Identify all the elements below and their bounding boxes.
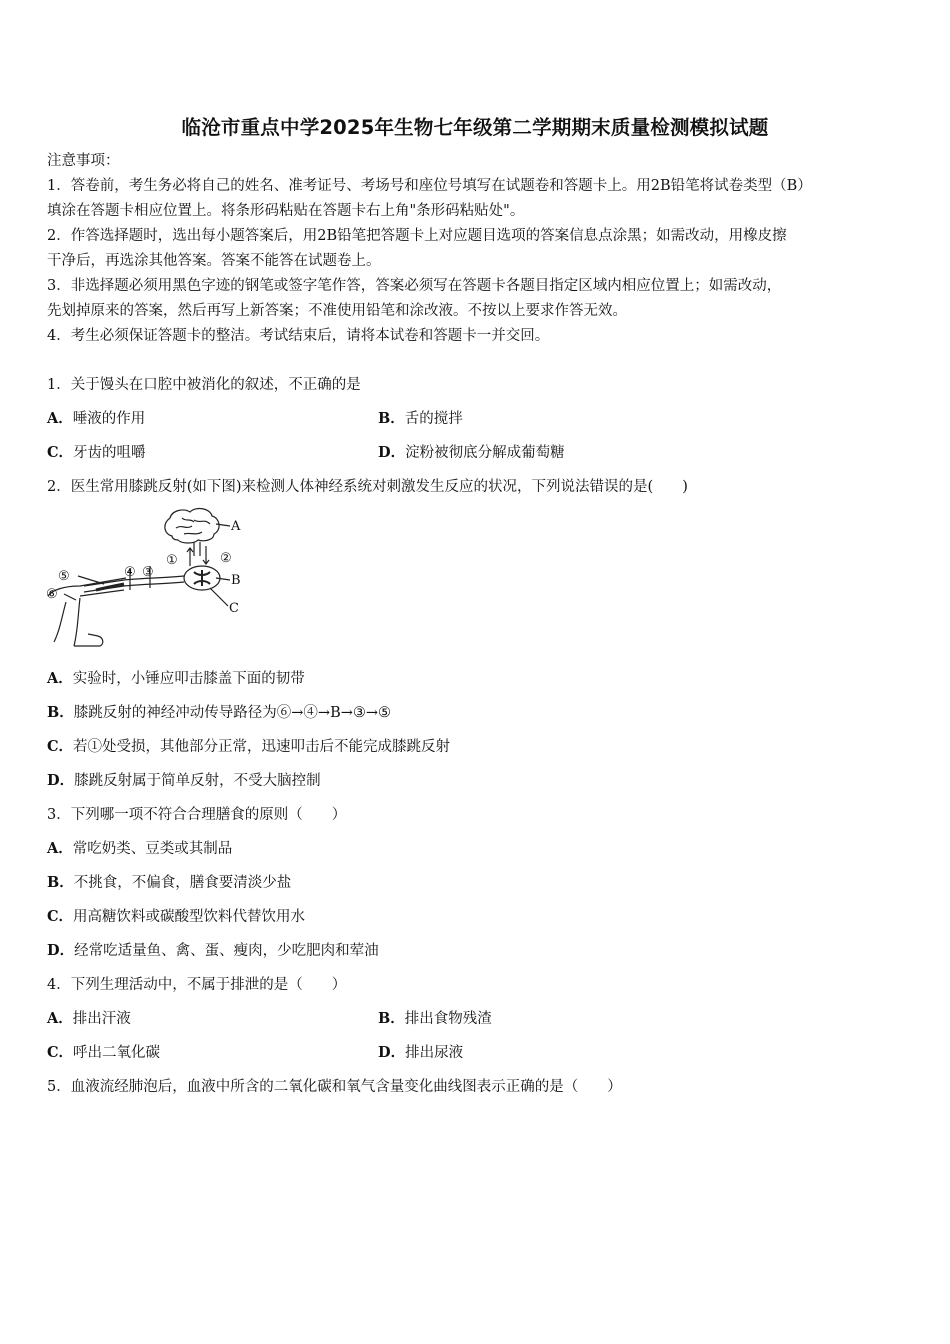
question-2-stem: 2．医生常用膝跳反射(如下图)来检测人体神经系统对刺激发生反应的状况，下列说法错误的是( ) bbox=[47, 479, 688, 495]
figure-label-4: ④ bbox=[124, 565, 136, 580]
q2-option-c bbox=[47, 737, 450, 757]
q4-option-d bbox=[378, 1043, 463, 1063]
pointer-line bbox=[216, 578, 230, 580]
option-text: 若①处受损，其他部分正常，迅速叩击后不能完成膝跳反射 bbox=[73, 739, 451, 755]
q4-option-b bbox=[378, 1009, 492, 1029]
option-key: D． bbox=[47, 772, 75, 789]
option-key: C． bbox=[47, 908, 74, 925]
option-key: D． bbox=[47, 942, 75, 959]
option-text: 舌的搅拌 bbox=[404, 411, 463, 427]
pointer-line bbox=[216, 524, 230, 526]
option-text: 牙齿的咀嚼 bbox=[73, 445, 146, 461]
q3-option-b bbox=[47, 873, 291, 893]
page-title: 临沧市重点中学2025年生物七年级第二学期期末质量检测模拟试题 bbox=[181, 116, 769, 139]
figure-label-a: A bbox=[231, 519, 241, 534]
q2-option-a bbox=[47, 669, 305, 689]
question-3-stem: 3．下列哪一项不符合合理膳食的原则（ ） bbox=[47, 807, 347, 823]
q1-option-b bbox=[378, 409, 463, 429]
option-key: B． bbox=[378, 410, 405, 427]
option-key: A． bbox=[47, 410, 73, 427]
brain-shape bbox=[165, 509, 219, 543]
knee-jerk-reflex-diagram bbox=[44, 506, 244, 652]
option-key: D． bbox=[378, 1044, 406, 1061]
notice-line: 1．答卷前，考生务必将自己的姓名、准考证号、考场号和座位号填写在试题卷和答题卡上。用2B铅笔将试卷类型（B） bbox=[47, 178, 812, 194]
brain-stem bbox=[194, 542, 200, 556]
notice-line: 2．作答选择题时，选出每小题答案后，用2B铅笔把答题卡上对应题目选项的答案信息点涂黑；如需改动，用橡皮擦 bbox=[47, 228, 787, 244]
pointer-line bbox=[64, 594, 76, 600]
option-key: B． bbox=[47, 874, 74, 891]
option-text: 常吃奶类、豆类或其制品 bbox=[72, 841, 233, 857]
option-key: A． bbox=[47, 1010, 73, 1027]
notice-line: 干净后，再选涂其他答案。答案不能答在试题卷上。 bbox=[47, 253, 381, 269]
option-text: 膝跳反射属于简单反射，不受大脑控制 bbox=[74, 773, 321, 789]
option-key: C． bbox=[47, 738, 74, 755]
ascending-arrow-icon bbox=[187, 548, 193, 566]
q2-option-b bbox=[47, 703, 391, 723]
question-1-stem: 1．关于馒头在口腔中被消化的叙述，不正确的是 bbox=[47, 377, 361, 393]
option-key: C． bbox=[47, 1044, 74, 1061]
option-key: D． bbox=[378, 444, 406, 461]
figure-label-6: ⑥ bbox=[46, 587, 58, 602]
option-key: C． bbox=[47, 444, 74, 461]
pointer-line bbox=[78, 576, 104, 584]
option-text: 呼出二氧化碳 bbox=[73, 1045, 161, 1061]
option-text: 用高糖饮料或碳酸型饮料代替饮用水 bbox=[73, 909, 306, 925]
figure-label-c: C bbox=[229, 601, 239, 616]
notice-line: 3．非选择题必须用黑色字迹的钢笔或签字笔作答，答案必须写在答题卡各题目指定区域内相应位置上；如需改动， bbox=[47, 278, 782, 294]
notice-heading: 注意事项： bbox=[47, 153, 120, 169]
option-key: A． bbox=[47, 670, 73, 687]
option-text: 排出汗液 bbox=[72, 1011, 131, 1027]
option-text: 排出食物残渣 bbox=[404, 1011, 492, 1027]
option-text: 不挑食，不偏食，膳食要清淡少盐 bbox=[73, 875, 292, 891]
figure-label-2: ② bbox=[220, 551, 232, 566]
q3-option-a bbox=[47, 839, 232, 859]
figure-label-3: ③ bbox=[142, 565, 154, 580]
notice-line: 4．考生必须保证答题卡的整洁。考试结束后，请将本试卷和答题卡一并交回。 bbox=[47, 328, 550, 344]
option-text: 排出尿液 bbox=[405, 1045, 464, 1061]
q3-option-d bbox=[47, 941, 379, 961]
descending-arrow-icon bbox=[203, 546, 209, 564]
q3-option-c bbox=[47, 907, 305, 927]
q4-option-c bbox=[47, 1043, 160, 1063]
option-key: B． bbox=[47, 704, 74, 721]
q1-option-c bbox=[47, 443, 146, 463]
gray-matter bbox=[194, 570, 210, 586]
question-4-stem: 4．下列生理活动中，不属于排泄的是（ ） bbox=[47, 977, 347, 993]
brain-folds bbox=[176, 518, 210, 534]
figure-label-1: ① bbox=[166, 553, 178, 568]
option-text: 淀粉被彻底分解成葡萄糖 bbox=[405, 445, 565, 461]
figure-label-5: ⑤ bbox=[58, 569, 70, 584]
question-5-stem: 5．血液流经肺泡后，血液中所含的二氧化碳和氧气含量变化曲线图表示正确的是（ ） bbox=[47, 1079, 622, 1095]
figure-label-b: B bbox=[231, 573, 241, 588]
q2-option-d bbox=[47, 771, 321, 791]
q4-option-a bbox=[47, 1009, 131, 1029]
option-text: 实验时，小锤应叩击膝盖下面的韧带 bbox=[72, 671, 305, 687]
notice-line: 先划掉原来的答案，然后再写上新答案；不准使用铅笔和涂改液。不按以上要求作答无效。 bbox=[47, 303, 627, 319]
q1-option-d bbox=[378, 443, 565, 463]
q1-option-a bbox=[47, 409, 145, 429]
option-text: 唾液的作用 bbox=[72, 411, 146, 427]
option-key: B． bbox=[378, 1010, 405, 1027]
pointer-line bbox=[210, 588, 228, 606]
leg-outline bbox=[48, 578, 126, 646]
notice-line: 填涂在答题卡相应位置上。将条形码粘贴在答题卡右上角"条形码粘贴处"。 bbox=[47, 203, 525, 219]
option-text: 膝跳反射的神经冲动传导路径为⑥→④→B→③→⑤ bbox=[73, 705, 392, 721]
option-text: 经常吃适量鱼、禽、蛋、瘦肉，少吃肥肉和荤油 bbox=[74, 943, 379, 959]
option-key: A． bbox=[47, 840, 73, 857]
